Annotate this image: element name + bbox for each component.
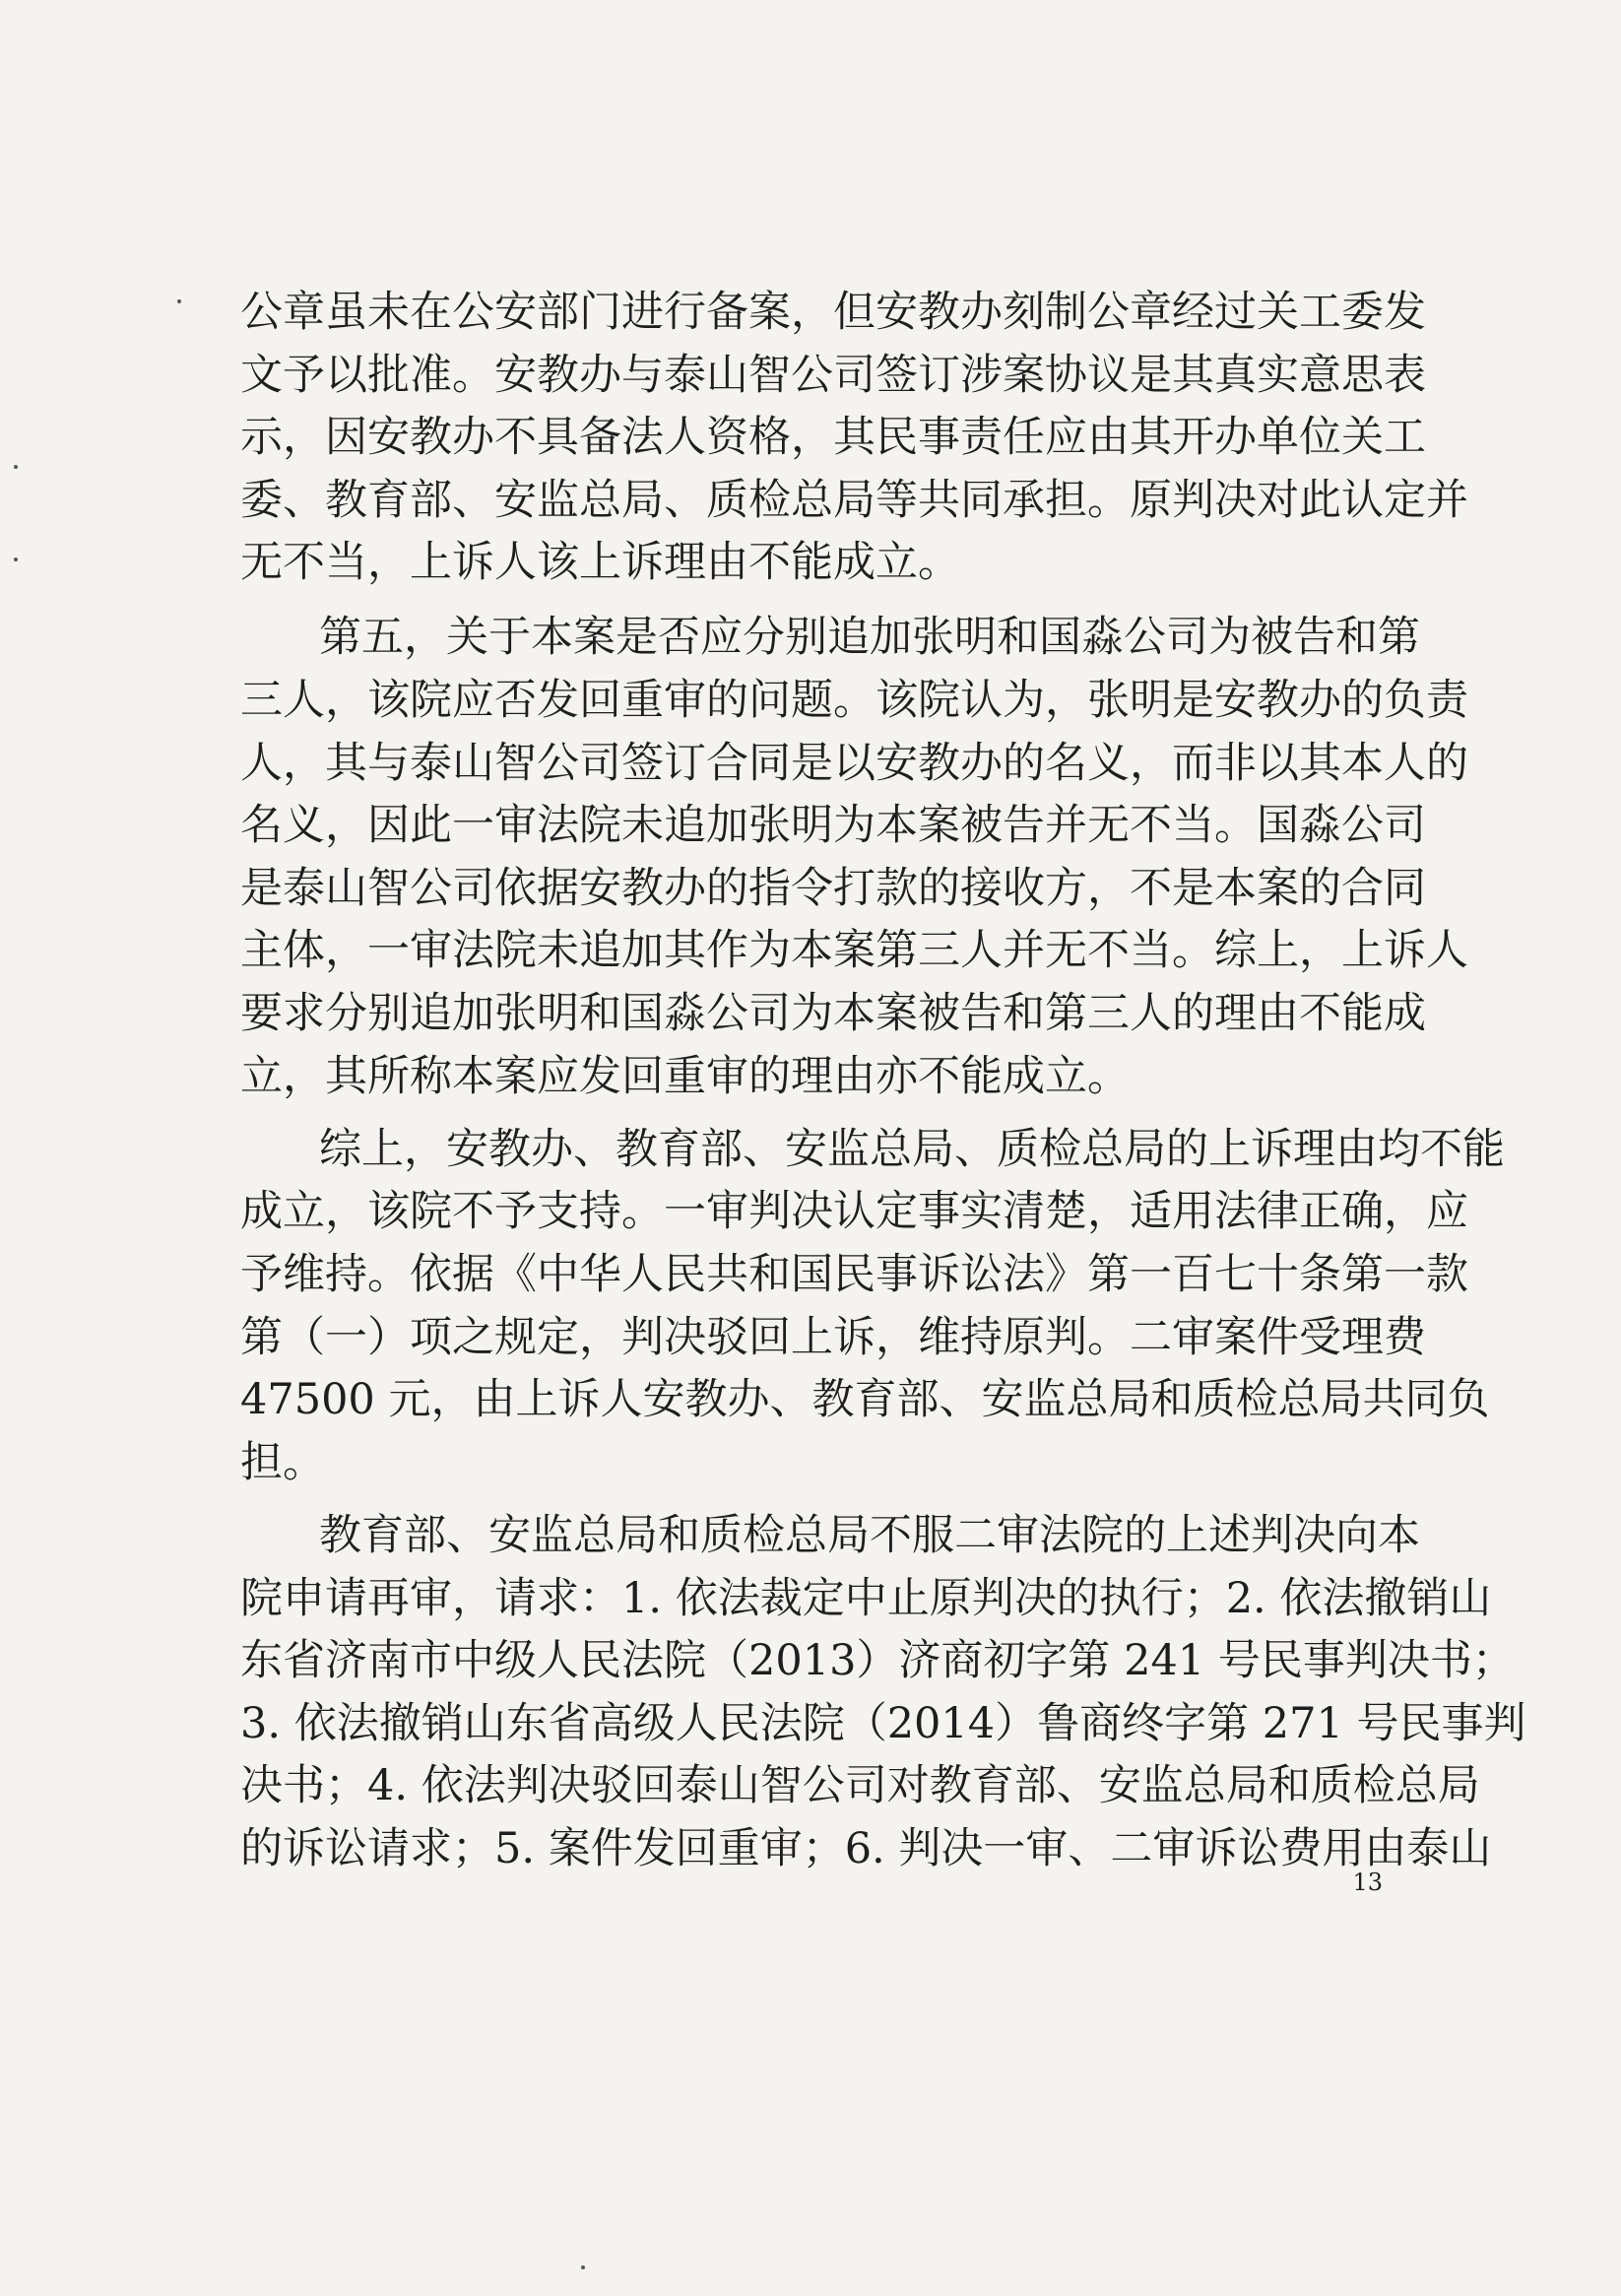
text-line: 担。 [240, 1438, 325, 1487]
text-line: 人，其与泰山智公司签订合同是以安教办的名义，而非以其本人的 [240, 739, 1468, 788]
text-line: 第五，关于本案是否应分别追加张明和国淼公司为被告和第 [319, 613, 1420, 662]
text-line: 47500 元，由上诉人安教办、教育部、安监总局和质检总局共同负 [240, 1375, 1490, 1424]
text-line: 示，因安教办不具备法人资格，其民事责任应由其开办单位关工 [240, 413, 1426, 462]
text-line: 立，其所称本案应发回重审的理由亦不能成立。 [240, 1052, 1130, 1101]
scan-speck [177, 299, 181, 303]
text-line: 东省济南市中级人民法院（2013）济商初字第 241 号民事判决书； [240, 1636, 1515, 1685]
scan-speck [581, 2265, 585, 2269]
text-line: 委、教育部、安监总局、质检总局等共同承担。原判决对此认定并 [240, 476, 1468, 525]
text-line: 的诉讼请求；5. 案件发回重审；6. 判决一审、二审诉讼费用由泰山 [240, 1824, 1492, 1873]
text-line: 综上，安教办、教育部、安监总局、质检总局的上诉理由均不能 [319, 1125, 1505, 1174]
text-line: 文予以批准。安教办与泰山智公司签订涉案协议是其真实意思表 [240, 351, 1426, 400]
text-line: 公章虽未在公安部门进行备案，但安教办刻制公章经过关工委发 [240, 288, 1426, 337]
text-line: 决书；4. 依法判决驳回泰山智公司对教育部、安监总局和质检总局 [240, 1761, 1480, 1810]
scan-speck [14, 558, 18, 561]
text-line: 三人，该院应否发回重审的问题。该院认为，张明是安教办的负责 [240, 676, 1468, 725]
page-number: 13 [1352, 1869, 1383, 1896]
text-line: 主体，一审法院未追加其作为本案第三人并无不当。综上，上诉人 [240, 926, 1468, 975]
text-line: 名义，因此一审法院未追加张明为本案被告并无不当。国淼公司 [240, 801, 1426, 850]
text-line: 无不当，上诉人该上诉理由不能成立。 [240, 538, 960, 587]
text-line: 予维持。依据《中华人民共和国民事诉讼法》第一百七十条第一款 [240, 1250, 1468, 1299]
text-line: 教育部、安监总局和质检总局不服二审法院的上述判决向本 [319, 1511, 1420, 1560]
scan-speck [14, 465, 18, 469]
text-line: 是泰山智公司依据安教办的指令打款的接收方，不是本案的合同 [240, 864, 1426, 913]
text-line: 3. 依法撤销山东省高级人民法院（2014）鲁商终字第 271 号民事判 [240, 1699, 1526, 1748]
text-line: 院申请再审，请求：1. 依法裁定中止原判决的执行；2. 依法撤销山 [240, 1574, 1492, 1623]
text-line: 要求分别追加张明和国淼公司为本案被告和第三人的理由不能成 [240, 989, 1426, 1038]
text-line: 第（一）项之规定，判决驳回上诉，维持原判。二审案件受理费 [240, 1313, 1426, 1362]
text-line: 成立，该院不予支持。一审判决认定事实清楚，适用法律正确，应 [240, 1187, 1468, 1236]
